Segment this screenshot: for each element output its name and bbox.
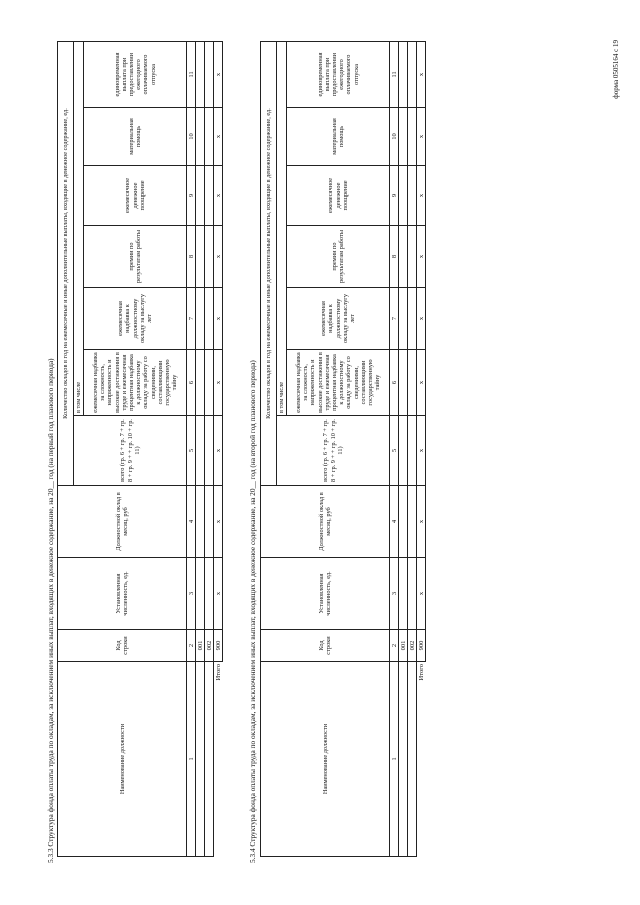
column-numbers-row bbox=[390, 42, 399, 857]
staff-cell[interactable] bbox=[408, 558, 417, 630]
value-cell[interactable] bbox=[196, 166, 205, 226]
value-cell[interactable] bbox=[408, 108, 417, 166]
total-row bbox=[417, 42, 426, 857]
code-cell: 900 bbox=[417, 630, 426, 662]
x-cell: x bbox=[417, 42, 426, 108]
value-cell[interactable] bbox=[196, 108, 205, 166]
fund-table bbox=[260, 41, 426, 857]
x-cell: x bbox=[214, 166, 223, 226]
header-total: всего (гр. 6 + гр. 7 + гр. 8 + гр. 9 + + гр. 10 + гр. 11) bbox=[74, 416, 187, 486]
col-number: 7 bbox=[390, 288, 399, 350]
col-number: 5 bbox=[187, 416, 196, 486]
position-cell[interactable] bbox=[399, 662, 408, 857]
table-row bbox=[399, 42, 408, 857]
code-cell: 001 bbox=[399, 630, 408, 662]
x-cell: x bbox=[214, 226, 223, 288]
col-number: 5 bbox=[390, 416, 399, 486]
value-cell[interactable] bbox=[205, 166, 214, 226]
table-row bbox=[205, 42, 214, 857]
x-cell: x bbox=[214, 416, 223, 486]
salary-cell[interactable] bbox=[196, 486, 205, 558]
salary-cell[interactable] bbox=[408, 486, 417, 558]
total-cell[interactable] bbox=[205, 416, 214, 486]
position-cell[interactable] bbox=[205, 662, 214, 857]
total-row bbox=[214, 42, 223, 857]
header-col11: единовременная выплата при предоставлении ежегодного оплачиваемого отпуска bbox=[84, 42, 187, 108]
x-cell: x bbox=[417, 166, 426, 226]
header-col6: ежемесячная надбавка за сложность, напряженность и высокие достижения в труде и ежемесячная процентная надбавка к должностному окладу за работу со сведениями, составляющими государственную тайну bbox=[84, 350, 187, 416]
col-number: 2 bbox=[390, 630, 399, 662]
x-cell: x bbox=[214, 42, 223, 108]
col-number: 1 bbox=[187, 662, 196, 857]
col-number: 6 bbox=[390, 350, 399, 416]
header-col7: ежемесячная надбавка к должностному окладу за выслугу лет bbox=[84, 288, 187, 350]
total-label: Итого bbox=[214, 664, 222, 681]
header-position: Наименование должности bbox=[58, 662, 187, 857]
col-number: 10 bbox=[390, 108, 399, 166]
value-cell[interactable] bbox=[196, 226, 205, 288]
position-cell[interactable] bbox=[196, 662, 205, 857]
value-cell[interactable] bbox=[205, 42, 214, 108]
col-number: 9 bbox=[187, 166, 196, 226]
x-cell: x bbox=[417, 486, 426, 558]
code-cell: 900 bbox=[214, 630, 223, 662]
total-cell[interactable] bbox=[399, 416, 408, 486]
value-cell[interactable] bbox=[408, 226, 417, 288]
value-cell[interactable] bbox=[399, 350, 408, 416]
form-number: форма 0505164 с 19 bbox=[612, 40, 620, 99]
x-cell: x bbox=[417, 558, 426, 630]
col-number: 8 bbox=[390, 226, 399, 288]
staff-cell[interactable] bbox=[196, 558, 205, 630]
total-cell[interactable] bbox=[408, 416, 417, 486]
x-cell: x bbox=[214, 558, 223, 630]
staff-cell[interactable] bbox=[399, 558, 408, 630]
section-title: 5.3.3 Структура фонда оплаты труда по окладам, за исключением иных выплат, входящих в денежное содержание, на 20__ год (на первый год планового периода) bbox=[46, 358, 55, 863]
header-code: Код строки bbox=[261, 630, 390, 662]
value-cell[interactable] bbox=[205, 288, 214, 350]
x-cell: x bbox=[417, 350, 426, 416]
header-salary: Должностной оклад в месяц, руб bbox=[58, 486, 187, 558]
header-col8: премии по результатам работы bbox=[84, 226, 187, 288]
value-cell[interactable] bbox=[196, 350, 205, 416]
header-col10: материальная помощь bbox=[287, 108, 390, 166]
value-cell[interactable] bbox=[399, 42, 408, 108]
value-cell[interactable] bbox=[408, 166, 417, 226]
x-cell: x bbox=[214, 486, 223, 558]
value-cell[interactable] bbox=[399, 108, 408, 166]
table-row bbox=[196, 42, 205, 857]
header-col10: материальная помощь bbox=[84, 108, 187, 166]
salary-cell[interactable] bbox=[205, 486, 214, 558]
col-number: 7 bbox=[187, 288, 196, 350]
col-number: 4 bbox=[390, 486, 399, 558]
header-col11: единовременная выплата при предоставлении ежегодного оплачиваемого отпуска bbox=[287, 42, 390, 108]
position-cell[interactable] bbox=[408, 662, 417, 857]
code-cell: 001 bbox=[196, 630, 205, 662]
col-number: 10 bbox=[187, 108, 196, 166]
code-cell: 002 bbox=[205, 630, 214, 662]
header-col6: ежемесячная надбавка за сложность, напряженность и высокие достижения в труде и ежемесячная процентная надбавка к должностному окладу за работу со сведениями, составляющими государственную тайну bbox=[287, 350, 390, 416]
table-row bbox=[408, 42, 417, 857]
value-cell[interactable] bbox=[205, 108, 214, 166]
value-cell[interactable] bbox=[408, 350, 417, 416]
salary-cell[interactable] bbox=[399, 486, 408, 558]
header-position: Наименование должности bbox=[261, 662, 390, 857]
fund-table bbox=[57, 41, 223, 857]
header-col9: ежемесячное денежное поощрение bbox=[84, 166, 187, 226]
x-cell: x bbox=[417, 108, 426, 166]
header-group: Количество окладов в год на ежемесячные и иные дополнительные выплаты, входящие в денежное содержание, ед. bbox=[261, 42, 277, 486]
col-number: 11 bbox=[187, 42, 196, 108]
col-number: 3 bbox=[390, 558, 399, 630]
x-cell: x bbox=[417, 416, 426, 486]
x-cell: x bbox=[214, 350, 223, 416]
col-number: 4 bbox=[187, 486, 196, 558]
header-group: Количество окладов в год на ежемесячные и иные дополнительные выплаты, входящие в денежное содержание, ед. bbox=[58, 42, 74, 486]
x-cell: x bbox=[417, 226, 426, 288]
header-salary: Должностной оклад в месяц, руб bbox=[261, 486, 390, 558]
header-col8: премии по результатам работы bbox=[287, 226, 390, 288]
header-including: в том числе bbox=[277, 42, 287, 416]
column-numbers-row bbox=[187, 42, 196, 857]
header-staff: Установленная численность, ед. bbox=[261, 558, 390, 630]
section-title: 5.3.4 Структура фонда оплаты труда по окладам, за исключением иных выплат, входящих в денежное содержание, на 20__ год (на второй год планового периода) bbox=[248, 360, 257, 863]
value-cell[interactable] bbox=[408, 42, 417, 108]
header-total: всего (гр. 6 + гр. 7 + гр. 8 + гр. 9 + + гр. 10 + гр. 11) bbox=[277, 416, 390, 486]
col-number: 1 bbox=[390, 662, 399, 857]
x-cell: x bbox=[214, 108, 223, 166]
col-number: 11 bbox=[390, 42, 399, 108]
col-number: 2 bbox=[187, 630, 196, 662]
x-cell: x bbox=[417, 288, 426, 350]
code-cell: 002 bbox=[408, 630, 417, 662]
total-label: Итого bbox=[417, 664, 425, 681]
value-cell[interactable] bbox=[408, 288, 417, 350]
col-number: 9 bbox=[390, 166, 399, 226]
value-cell[interactable] bbox=[196, 288, 205, 350]
header-col7: ежемесячная надбавка к должностному окладу за выслугу лет bbox=[287, 288, 390, 350]
x-cell: x bbox=[214, 288, 223, 350]
col-number: 6 bbox=[187, 350, 196, 416]
header-code: Код строки bbox=[58, 630, 187, 662]
value-cell[interactable] bbox=[399, 166, 408, 226]
value-cell[interactable] bbox=[205, 350, 214, 416]
value-cell[interactable] bbox=[205, 226, 214, 288]
staff-cell[interactable] bbox=[205, 558, 214, 630]
col-number: 8 bbox=[187, 226, 196, 288]
header-col9: ежемесячное денежное поощрение bbox=[287, 166, 390, 226]
value-cell[interactable] bbox=[399, 288, 408, 350]
col-number: 3 bbox=[187, 558, 196, 630]
header-staff: Установленная численность, ед. bbox=[58, 558, 187, 630]
value-cell[interactable] bbox=[399, 226, 408, 288]
header-including: в том числе bbox=[74, 42, 84, 416]
value-cell[interactable] bbox=[196, 42, 205, 108]
total-cell[interactable] bbox=[196, 416, 205, 486]
